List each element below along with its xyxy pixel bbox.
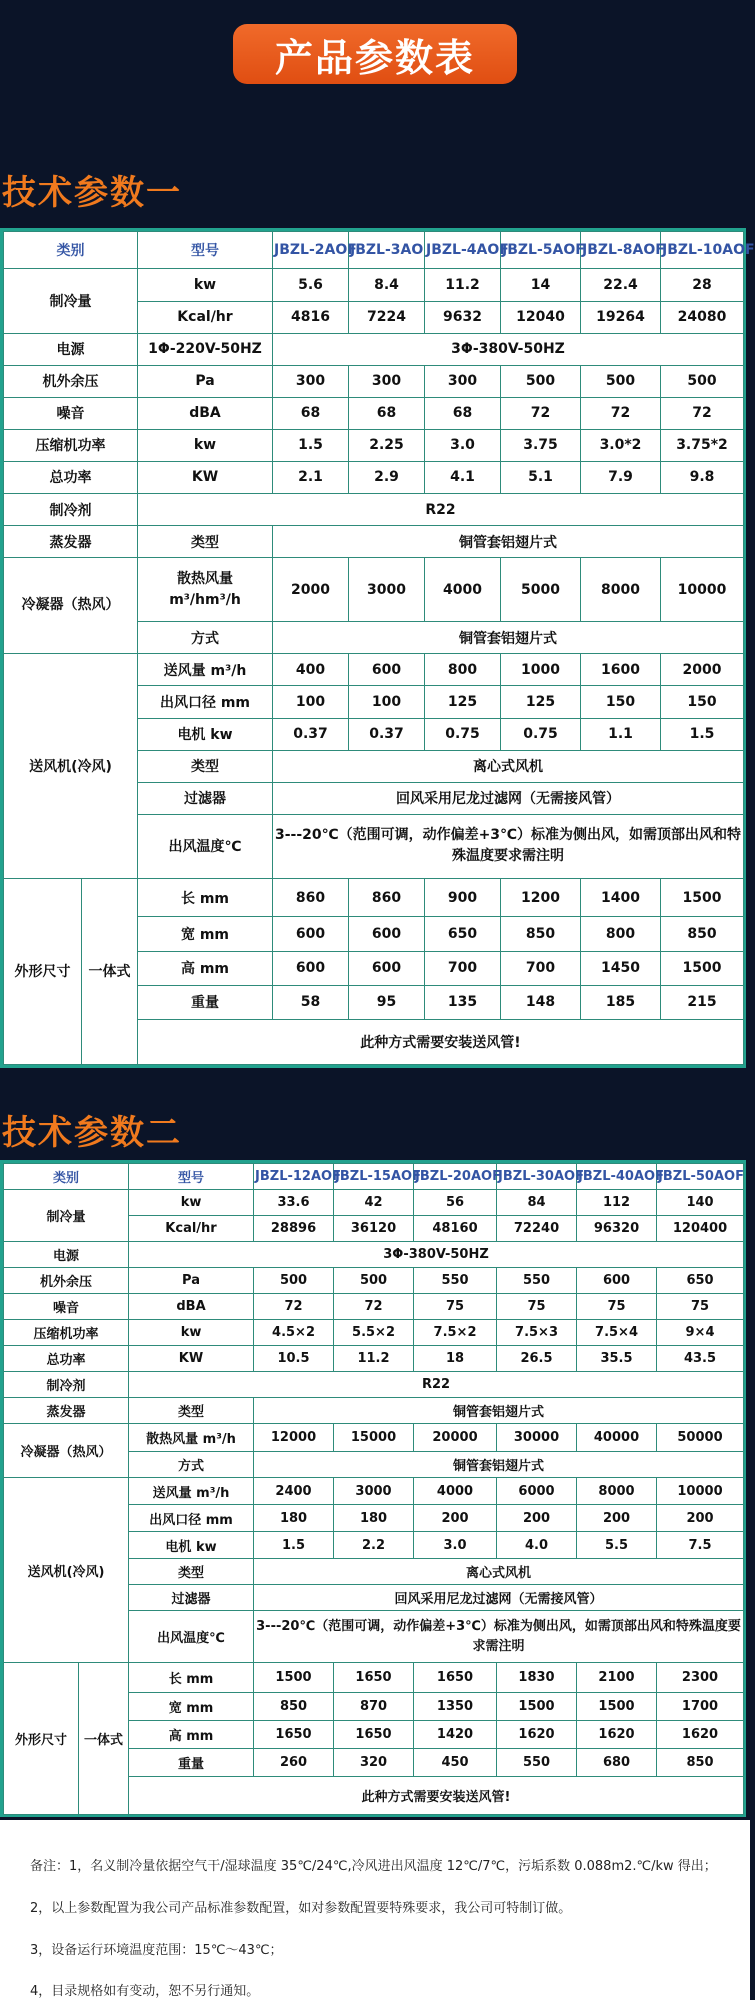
value-cell: 600 — [273, 951, 349, 985]
span-cell: 1Φ-220V-50HZ — [138, 333, 273, 365]
value-cell: 1500 — [661, 951, 744, 985]
value-cell: 3.75*2 — [661, 429, 744, 461]
table-row — [4, 1372, 744, 1398]
table-row — [4, 1268, 744, 1294]
span-cell: 铜管套铝翅片式 — [273, 526, 744, 558]
value-cell: 180 — [334, 1505, 414, 1532]
row-label-power-supply: 电源 — [4, 333, 138, 365]
header-model-3: JBZL-4AOF — [425, 232, 501, 269]
section-title-2: 技术参数二 — [2, 1113, 182, 1153]
value-cell: 1650 — [334, 1663, 414, 1693]
value-cell: 1620 — [657, 1721, 744, 1749]
spec-table-panel-1 — [0, 228, 755, 1068]
value-cell: 28 — [661, 269, 744, 301]
value-cell: 15000 — [334, 1424, 414, 1452]
value-cell: 12000 — [254, 1424, 334, 1452]
value-cell: 43.5 — [657, 1346, 744, 1372]
unit-cell: kw — [129, 1320, 254, 1346]
table-row — [4, 269, 744, 301]
value-cell: 600 — [273, 917, 349, 951]
sub-label-cell: 长 mm — [129, 1663, 254, 1693]
value-cell: 22.4 — [581, 269, 661, 301]
table-row — [4, 429, 744, 461]
sub-label-cell: 长 mm — [138, 878, 273, 916]
table-row — [4, 1242, 744, 1268]
sub-label-cell: 高 mm — [138, 951, 273, 985]
value-cell: 2100 — [577, 1663, 657, 1693]
sub-label-cell: 方式 — [138, 622, 273, 654]
value-cell: 600 — [349, 654, 425, 686]
row-label-refrigerant: 制冷剂 — [4, 493, 138, 525]
table-row — [4, 365, 744, 397]
sub-label-cell: 类型 — [129, 1559, 254, 1585]
unit-cell: dBA — [138, 397, 273, 429]
value-cell: 2400 — [254, 1478, 334, 1505]
value-cell: 28896 — [254, 1216, 334, 1242]
value-cell: 1700 — [657, 1693, 744, 1721]
value-cell: 150 — [581, 686, 661, 718]
dimensions-note: 此种方式需要安装送风管! — [138, 1020, 744, 1065]
value-cell: 19264 — [581, 301, 661, 333]
sub-label-cell: 类型 — [138, 750, 273, 782]
note-3: 3，设备运行环境温度范围：15℃～43℃； — [30, 1943, 283, 1958]
value-cell: 850 — [657, 1749, 744, 1777]
value-cell: 0.75 — [501, 718, 581, 750]
value-cell: 58 — [273, 985, 349, 1019]
note-4: 4，目录规格如有变动，恕不另行通知。 — [30, 1984, 260, 1999]
value-cell: 5.6 — [273, 269, 349, 301]
unit-cell: Pa — [138, 365, 273, 397]
value-cell: 3.0 — [414, 1532, 497, 1559]
value-cell: 200 — [497, 1505, 577, 1532]
value-cell: 860 — [273, 878, 349, 916]
value-cell: 1000 — [501, 654, 581, 686]
value-cell: 300 — [425, 365, 501, 397]
span-cell: 3Φ-380V-50HZ — [273, 333, 744, 365]
value-cell: 1620 — [577, 1721, 657, 1749]
value-cell: 900 — [425, 878, 501, 916]
sub-label-cell: 出风口径 mm — [138, 686, 273, 718]
header-model: 型号 — [138, 232, 273, 269]
value-cell: 4.0 — [497, 1532, 577, 1559]
unit-cell: kw — [138, 429, 273, 461]
row-label-noise: 噪音 — [4, 397, 138, 429]
value-cell: 850 — [661, 917, 744, 951]
value-cell: 2.25 — [349, 429, 425, 461]
table-row — [4, 1190, 744, 1216]
row-label-compressor: 压缩机功率 — [4, 1320, 129, 1346]
value-cell: 112 — [577, 1190, 657, 1216]
value-cell: 75 — [577, 1294, 657, 1320]
value-cell: 870 — [334, 1693, 414, 1721]
value-cell: 200 — [414, 1505, 497, 1532]
value-cell: 12040 — [501, 301, 581, 333]
note-1: 备注：1，名义制冷量依据空气干/湿球温度 35℃/24℃,冷风进出风温度 12℃/7℃，污垢系数 0.088m2.℃/kw 得出； — [30, 1859, 717, 1874]
value-cell: 11.2 — [334, 1346, 414, 1372]
value-cell: 500 — [334, 1268, 414, 1294]
value-cell: 1.5 — [273, 429, 349, 461]
value-cell: 1650 — [414, 1663, 497, 1693]
value-cell: 500 — [501, 365, 581, 397]
value-cell: 850 — [254, 1693, 334, 1721]
row-label-total-power: 总功率 — [4, 1346, 129, 1372]
value-cell: 9×4 — [657, 1320, 744, 1346]
row-label-dimensions: 外形尺寸 — [4, 878, 82, 1064]
sub-label-cell: 送风量 m³/h — [129, 1478, 254, 1505]
value-cell: 650 — [657, 1268, 744, 1294]
value-cell: 8000 — [577, 1478, 657, 1505]
row-label-dimensions-type: 一体式 — [82, 878, 138, 1064]
row-label-cooling: 制冷量 — [4, 1190, 129, 1242]
value-cell: 4816 — [273, 301, 349, 333]
note-2: 2，以上参数配置为我公司产品标准参数配置，如对参数配置要特殊要求，我公司可特制订做。 — [30, 1901, 572, 1916]
value-cell: 75 — [497, 1294, 577, 1320]
value-cell: 0.37 — [273, 718, 349, 750]
value-cell: 6000 — [497, 1478, 577, 1505]
sub-label-cell: 出风温度℃ — [138, 814, 273, 878]
span-cell: 3---20℃（范围可调，动作偏差+3℃）标准为侧出风，如需顶部出风和特殊温度要求需注明 — [254, 1611, 744, 1663]
value-cell: 1650 — [334, 1721, 414, 1749]
value-cell: 18 — [414, 1346, 497, 1372]
value-cell: 33.6 — [254, 1190, 334, 1216]
value-cell: 11.2 — [425, 269, 501, 301]
value-cell: 72 — [334, 1294, 414, 1320]
span-cell: R22 — [138, 493, 744, 525]
header-model-6: JBZL-10AOF — [661, 232, 744, 269]
value-cell: 75 — [657, 1294, 744, 1320]
sub-label-cell: 过滤器 — [138, 782, 273, 814]
value-cell: 3.0*2 — [581, 429, 661, 461]
value-cell: 7224 — [349, 301, 425, 333]
value-cell: 72 — [581, 397, 661, 429]
unit-cell: KW — [129, 1346, 254, 1372]
value-cell: 200 — [657, 1505, 744, 1532]
value-cell: 5000 — [501, 558, 581, 622]
value-cell: 100 — [349, 686, 425, 718]
value-cell: 700 — [425, 951, 501, 985]
sub-label-cell: 过滤器 — [129, 1585, 254, 1611]
span-cell: 回风采用尼龙过滤网（无需接风管） — [273, 782, 744, 814]
row-label-compressor: 压缩机功率 — [4, 429, 138, 461]
value-cell: 4000 — [425, 558, 501, 622]
sub-label-cell: 电机 kw — [129, 1532, 254, 1559]
header-model-1: JBZL-2AOF — [273, 232, 349, 269]
value-cell: 860 — [349, 878, 425, 916]
table-row — [4, 1346, 744, 1372]
value-cell: 500 — [661, 365, 744, 397]
value-cell: 14 — [501, 269, 581, 301]
value-cell: 7.5×3 — [497, 1320, 577, 1346]
value-cell: 2.9 — [349, 461, 425, 493]
value-cell: 500 — [254, 1268, 334, 1294]
span-cell: 3Φ-380V-50HZ — [129, 1242, 744, 1268]
value-cell: 9632 — [425, 301, 501, 333]
sub-label-cell: 方式 — [129, 1452, 254, 1478]
value-cell: 1.1 — [581, 718, 661, 750]
table-row — [4, 397, 744, 429]
value-cell: 1650 — [254, 1721, 334, 1749]
dimensions-note: 此种方式需要安装送风管! — [129, 1777, 744, 1815]
value-cell: 125 — [501, 686, 581, 718]
table-row — [4, 1663, 744, 1693]
value-cell: 2000 — [661, 654, 744, 686]
row-label-evaporator: 蒸发器 — [4, 1398, 129, 1424]
table-row — [4, 1424, 744, 1452]
value-cell: 2.2 — [334, 1532, 414, 1559]
value-cell: 0.37 — [349, 718, 425, 750]
row-label-power-supply: 电源 — [4, 1242, 129, 1268]
table-row — [4, 878, 744, 916]
sub-label-cell: 送风量 m³/h — [138, 654, 273, 686]
value-cell: 1500 — [577, 1693, 657, 1721]
sub-label-cell: 重量 — [129, 1749, 254, 1777]
span-cell: 3---20℃（范围可调，动作偏差+3℃）标准为侧出风，如需顶部出风和特殊温度要求需注明 — [273, 814, 744, 878]
sub-label-cell: 出风口径 mm — [129, 1505, 254, 1532]
header-model: 型号 — [129, 1164, 254, 1190]
value-cell: 600 — [349, 917, 425, 951]
table-row — [4, 461, 744, 493]
unit-cell: dBA — [129, 1294, 254, 1320]
header-category: 类别 — [4, 1164, 129, 1190]
header-category: 类别 — [4, 232, 138, 269]
value-cell: 40000 — [577, 1424, 657, 1452]
value-cell: 260 — [254, 1749, 334, 1777]
value-cell: 2.1 — [273, 461, 349, 493]
value-cell: 7.5 — [657, 1532, 744, 1559]
table-row — [4, 1398, 744, 1424]
section-title-1: 技术参数一 — [2, 173, 182, 213]
value-cell: 3000 — [334, 1478, 414, 1505]
value-cell: 68 — [273, 397, 349, 429]
value-cell: 5.5×2 — [334, 1320, 414, 1346]
sub-label-cell: 类型 — [129, 1398, 254, 1424]
value-cell: 72 — [661, 397, 744, 429]
sub-label-cell: 电机 kw — [138, 718, 273, 750]
header-model-1: JBZL-12AOF — [254, 1164, 334, 1190]
value-cell: 1600 — [581, 654, 661, 686]
row-label-cooling: 制冷量 — [4, 269, 138, 333]
span-cell: 铜管套铝翅片式 — [254, 1452, 744, 1478]
sub-label-cell: 类型 — [138, 526, 273, 558]
value-cell: 100 — [273, 686, 349, 718]
table-row — [4, 333, 744, 365]
spec-table-panel-2 — [0, 1160, 746, 1817]
value-cell: 68 — [425, 397, 501, 429]
unit-cell: Kcal/hr — [129, 1216, 254, 1242]
value-cell: 8.4 — [349, 269, 425, 301]
value-cell: 1450 — [581, 951, 661, 985]
spec-table-1 — [3, 231, 755, 1065]
unit-cell: kw — [129, 1190, 254, 1216]
row-label-total-power: 总功率 — [4, 461, 138, 493]
value-cell: 450 — [414, 1749, 497, 1777]
value-cell: 3.0 — [425, 429, 501, 461]
value-cell: 4000 — [414, 1478, 497, 1505]
value-cell: 84 — [497, 1190, 577, 1216]
notes-section — [0, 1820, 750, 2000]
row-label-pressure: 机外余压 — [4, 365, 138, 397]
value-cell: 0.75 — [425, 718, 501, 750]
value-cell: 30000 — [497, 1424, 577, 1452]
table-row — [4, 526, 744, 558]
value-cell: 550 — [497, 1268, 577, 1294]
value-cell: 3000 — [349, 558, 425, 622]
value-cell: 10.5 — [254, 1346, 334, 1372]
value-cell: 2000 — [273, 558, 349, 622]
sub-label-cell: 宽 mm — [129, 1693, 254, 1721]
span-cell: 离心式风机 — [254, 1559, 744, 1585]
value-cell: 215 — [661, 985, 744, 1019]
value-cell: 200 — [577, 1505, 657, 1532]
value-cell: 20000 — [414, 1424, 497, 1452]
value-cell: 7.9 — [581, 461, 661, 493]
value-cell: 680 — [577, 1749, 657, 1777]
value-cell: 95 — [349, 985, 425, 1019]
value-cell: 2300 — [657, 1663, 744, 1693]
value-cell: 72 — [254, 1294, 334, 1320]
value-cell: 550 — [414, 1268, 497, 1294]
row-label-noise: 噪音 — [4, 1294, 129, 1320]
value-cell: 24080 — [661, 301, 744, 333]
value-cell: 148 — [501, 985, 581, 1019]
row-label-dimensions-type: 一体式 — [79, 1663, 129, 1815]
value-cell: 1830 — [497, 1663, 577, 1693]
value-cell: 400 — [273, 654, 349, 686]
value-cell: 72 — [501, 397, 581, 429]
sub-label-cell: 宽 mm — [138, 917, 273, 951]
span-cell: 离心式风机 — [273, 750, 744, 782]
value-cell: 36120 — [334, 1216, 414, 1242]
value-cell: 1620 — [497, 1721, 577, 1749]
value-cell: 7.5×4 — [577, 1320, 657, 1346]
unit-cell: KW — [138, 461, 273, 493]
value-cell: 600 — [577, 1268, 657, 1294]
value-cell: 26.5 — [497, 1346, 577, 1372]
value-cell: 550 — [497, 1749, 577, 1777]
value-cell: 96320 — [577, 1216, 657, 1242]
value-cell: 75 — [414, 1294, 497, 1320]
table-row — [4, 1478, 744, 1505]
span-cell: 铜管套铝翅片式 — [254, 1398, 744, 1424]
unit-cell: Pa — [129, 1268, 254, 1294]
table-row — [4, 1320, 744, 1346]
value-cell: 5.1 — [501, 461, 581, 493]
value-cell: 800 — [581, 917, 661, 951]
unit-cell: kw — [138, 269, 273, 301]
value-cell: 1420 — [414, 1721, 497, 1749]
row-label-blower: 送风机(冷风) — [4, 654, 138, 879]
header-row — [4, 1164, 744, 1190]
sub-label-cell: 重量 — [138, 985, 273, 1019]
value-cell: 120400 — [657, 1216, 744, 1242]
value-cell: 5.5 — [577, 1532, 657, 1559]
value-cell: 4.1 — [425, 461, 501, 493]
value-cell: 50000 — [657, 1424, 744, 1452]
header-row — [4, 232, 744, 269]
value-cell: 1350 — [414, 1693, 497, 1721]
row-label-blower: 送风机(冷风) — [4, 1478, 129, 1663]
value-cell: 1.5 — [661, 718, 744, 750]
row-label-condenser: 冷凝器（热风） — [4, 558, 138, 654]
table-row — [4, 558, 744, 622]
header-model-2: JBZL-15AOF — [334, 1164, 414, 1190]
value-cell: 1500 — [254, 1663, 334, 1693]
value-cell: 10000 — [657, 1478, 744, 1505]
value-cell: 135 — [425, 985, 501, 1019]
unit-cell: Kcal/hr — [138, 301, 273, 333]
value-cell: 125 — [425, 686, 501, 718]
value-cell: 650 — [425, 917, 501, 951]
value-cell: 10000 — [661, 558, 744, 622]
value-cell: 300 — [273, 365, 349, 397]
header-model-4: JBZL-30AOF — [497, 1164, 577, 1190]
value-cell: 600 — [349, 951, 425, 985]
row-label-pressure: 机外余压 — [4, 1268, 129, 1294]
value-cell: 72240 — [497, 1216, 577, 1242]
value-cell: 500 — [581, 365, 661, 397]
table-row — [4, 1294, 744, 1320]
span-cell: R22 — [129, 1372, 744, 1398]
table-row — [4, 493, 744, 525]
sub-label-cell: 散热风量 m³/hm³/h — [138, 558, 273, 622]
row-label-condenser: 冷凝器（热风） — [4, 1424, 129, 1478]
sub-label-cell: 出风温度℃ — [129, 1611, 254, 1663]
value-cell: 800 — [425, 654, 501, 686]
value-cell: 1200 — [501, 878, 581, 916]
value-cell: 320 — [334, 1749, 414, 1777]
value-cell: 180 — [254, 1505, 334, 1532]
value-cell: 3.75 — [501, 429, 581, 461]
sub-label-cell: 散热风量 m³/h — [129, 1424, 254, 1452]
value-cell: 185 — [581, 985, 661, 1019]
header-model-2: JBZL-3AO — [349, 232, 425, 269]
value-cell: 850 — [501, 917, 581, 951]
value-cell: 9.8 — [661, 461, 744, 493]
value-cell: 1.5 — [254, 1532, 334, 1559]
header-model-5: JBZL-40AOF — [577, 1164, 657, 1190]
header-model-4: JBZL-5AOF — [501, 232, 581, 269]
row-label-dimensions: 外形尺寸 — [4, 1663, 79, 1815]
value-cell: 8000 — [581, 558, 661, 622]
spec-table-2 — [3, 1163, 744, 1815]
value-cell: 1500 — [661, 878, 744, 916]
sub-label-cell: 高 mm — [129, 1721, 254, 1749]
value-cell: 68 — [349, 397, 425, 429]
header-model-3: JBZL-20AOF — [414, 1164, 497, 1190]
value-cell: 1500 — [497, 1693, 577, 1721]
value-cell: 48160 — [414, 1216, 497, 1242]
value-cell: 7.5×2 — [414, 1320, 497, 1346]
value-cell: 700 — [501, 951, 581, 985]
value-cell: 4.5×2 — [254, 1320, 334, 1346]
value-cell: 150 — [661, 686, 744, 718]
row-label-refrigerant: 制冷剂 — [4, 1372, 129, 1398]
header-model-5: JBZL-8AOF — [581, 232, 661, 269]
value-cell: 35.5 — [577, 1346, 657, 1372]
span-cell: 回风采用尼龙过滤网（无需接风管） — [254, 1585, 744, 1611]
header-model-6: JBZL-50AOF — [657, 1164, 744, 1190]
value-cell: 300 — [349, 365, 425, 397]
value-cell: 56 — [414, 1190, 497, 1216]
row-label-evaporator: 蒸发器 — [4, 526, 138, 558]
page-banner: 产品参数表 — [233, 24, 517, 84]
table-row — [4, 654, 744, 686]
value-cell: 140 — [657, 1190, 744, 1216]
value-cell: 1400 — [581, 878, 661, 916]
value-cell: 42 — [334, 1190, 414, 1216]
span-cell: 铜管套铝翅片式 — [273, 622, 744, 654]
